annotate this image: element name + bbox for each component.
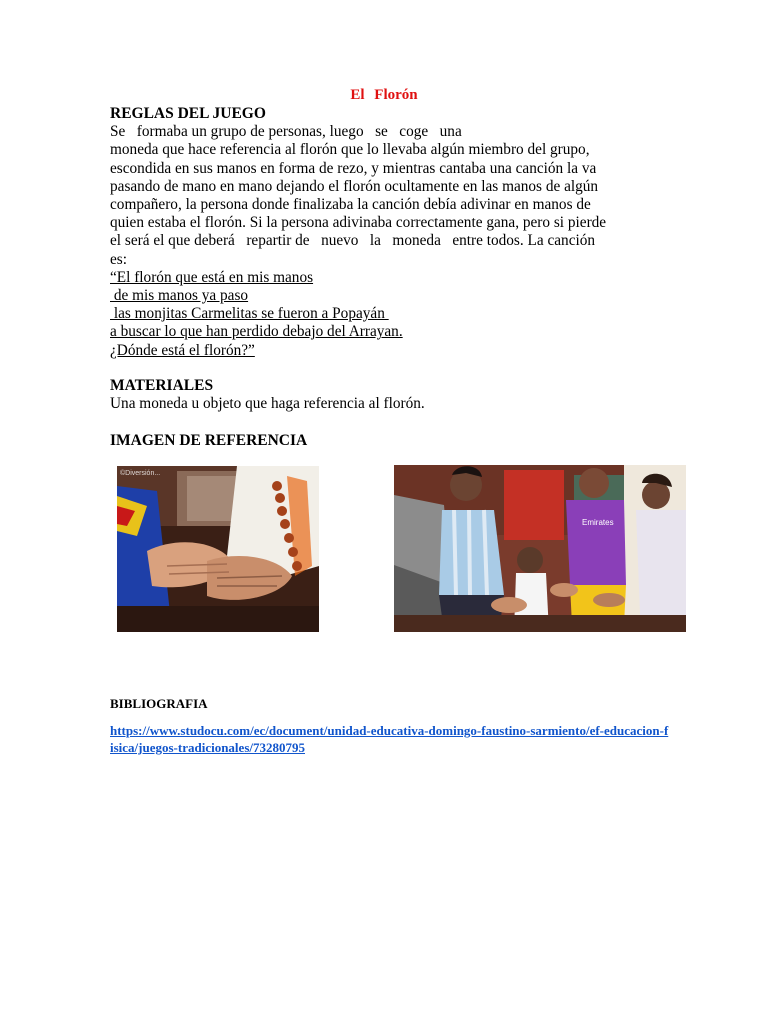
rules-line: Se formaba un grupo de personas, luego se coge una	[110, 123, 462, 141]
materials-section	[110, 377, 655, 413]
reference-photo-group	[394, 465, 686, 632]
rules-paragraph	[110, 123, 655, 269]
rules-line: moneda que hace referencia al florón que lo llevaba algún miembro del grupo,	[110, 141, 590, 159]
song-line: ¿Dónde está el florón?”	[110, 341, 255, 359]
group-photo-illustration	[394, 465, 686, 632]
materials-text: Una moneda u objeto que haga referencia al florón.	[110, 395, 425, 413]
shirt-text: Emirates	[582, 518, 614, 527]
bibliography-link[interactable]: https://www.studocu.com/ec/document/unidad-educativa-domingo-faustino-sarmiento/ef-educacion-fisica/juegos-tradicionales/73280795	[110, 723, 669, 755]
rules-line: es:	[110, 250, 127, 268]
hands-photo-illustration	[117, 466, 319, 632]
song-line: a buscar lo que han perdido debajo del Arrayan.	[110, 323, 403, 341]
photo-watermark: ©Diversión...	[120, 470, 161, 477]
reference-section	[110, 432, 655, 450]
rules-line: escondida en sus manos en forma de rezo, y mientras cantaba una canción la va	[110, 159, 597, 177]
rules-line: pasando de mano en mano dejando el florón ocultamente en las manos de algún	[110, 177, 599, 195]
bibliography-heading: BIBLIOGRAFIA	[110, 696, 208, 711]
song-lyrics	[110, 269, 655, 360]
reference-photo-hands	[117, 466, 319, 632]
song-line: “El florón que está en mis manos	[110, 268, 314, 286]
reference-heading: IMAGEN DE REFERENCIA	[110, 432, 308, 449]
page-title: El Florón	[350, 87, 418, 103]
rules-section	[110, 105, 655, 360]
rules-line: compañero, la persona donde finalizaba la canción debía adivinar en manos de	[110, 196, 591, 214]
rules-line: quien estaba el florón. Si la persona adivinaba correctamente gana, pero si pierde	[110, 214, 607, 232]
song-line: las monjitas Carmelitas se fueron a Popayán	[110, 305, 389, 323]
rules-line: el será el que deberá repartir de nuevo la moneda entre todos. La canción	[110, 232, 596, 250]
rules-heading: REGLAS DEL JUEGO	[110, 105, 266, 122]
materials-heading: MATERIALES	[110, 377, 214, 394]
song-line: de mis manos ya paso	[110, 287, 249, 305]
